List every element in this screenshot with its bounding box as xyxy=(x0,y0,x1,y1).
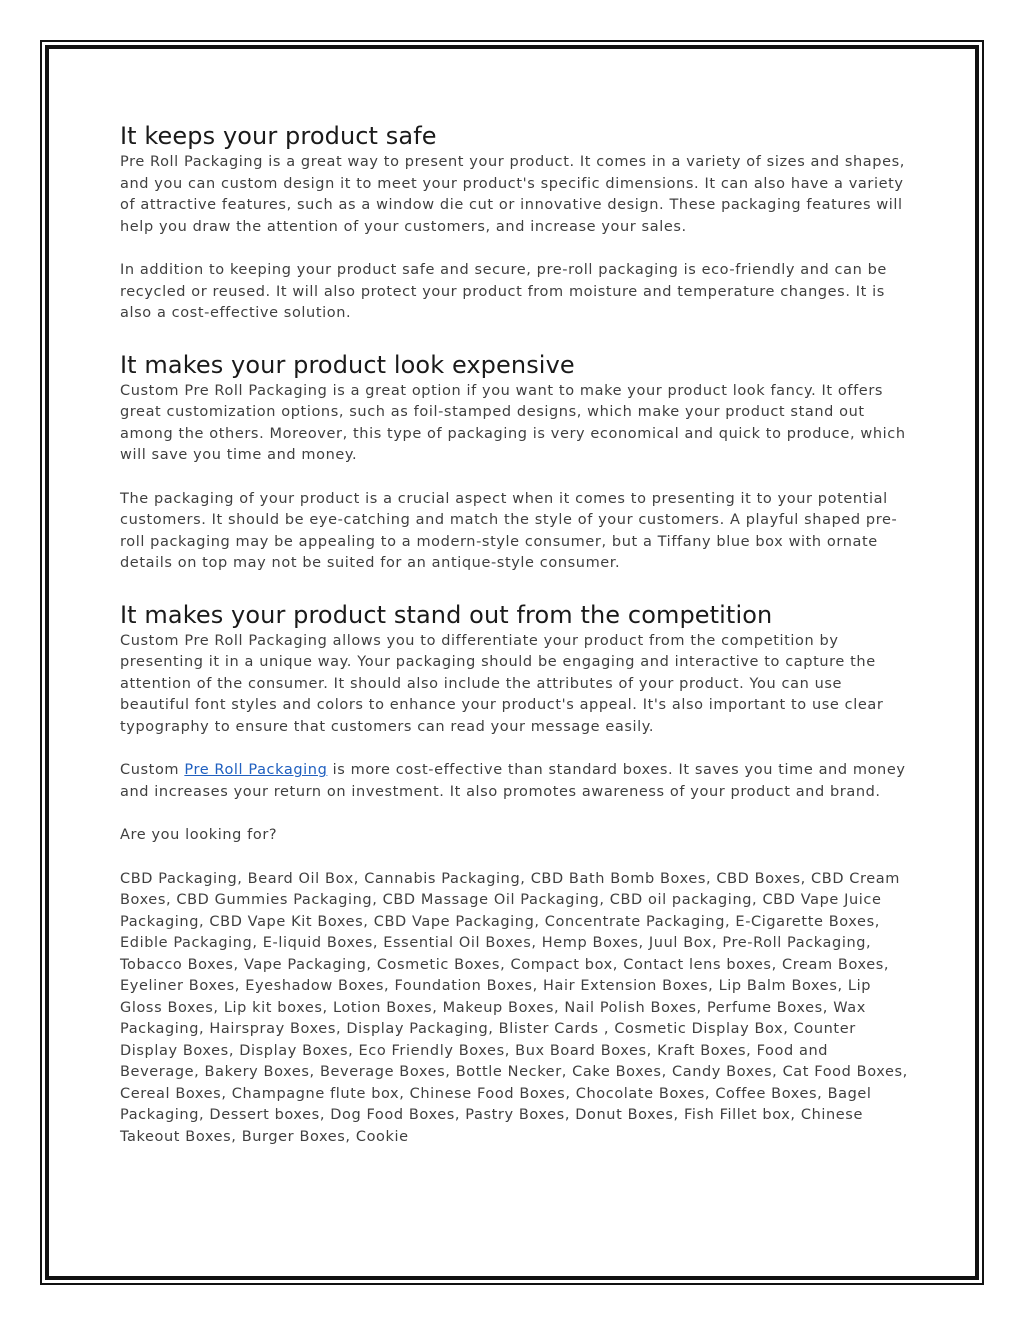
paragraph: Pre Roll Packaging is a great way to present your product. It comes in a variety of sizes and shapes, and you can custom design it to meet your product's specific dimensions. It can also have a variety of attractive features, such as a window die cut or innovative design. These packaging features will help you draw the attention of your customers, and increase your sales. xyxy=(120,154,905,235)
link-paragraph-suffix: is more cost-effective than standard boxes. It saves you time and money and increases your return on investment. It also promotes awareness of your product and brand. xyxy=(120,762,906,800)
paragraph: The packaging of your product is a crucial aspect when it comes to presenting it to your potential customers. It should be eye-catching and match the style of your customers. A playful shaped pre-roll packaging may be appealing to a modern-style consumer, but a Tiffany blue box with ornate details on top may not be suited for an antique-style consumer. xyxy=(120,490,898,571)
section-heading-competition: It makes your product stand out from the competition xyxy=(120,600,773,629)
paragraph: Custom Pre Roll Packaging allows you to differentiate your product from the competition by presenting it in a unique way. Your packaging should be engaging and interactive to capture the attention of the consumer. It should also include the attributes of your product. You can use beautiful font styles and colors to enhance your product's appeal. It's also important to use clear typography to ensure that customers can read your message easily. xyxy=(120,632,884,735)
question-text: Are you looking for? xyxy=(120,827,278,843)
section-heading-expensive: It makes your product look expensive xyxy=(120,350,575,379)
link-paragraph-prefix: Custom xyxy=(120,762,185,778)
paragraph-with-link xyxy=(120,760,910,803)
keyword-list: CBD Packaging, Beard Oil Box, Cannabis Packaging, CBD Bath Bomb Boxes, CBD Boxes, CBD Cream Boxes, CBD Gummies Packaging, CBD Massage Oil Packaging, CBD oil packaging, CBD Vape Juice Packaging, CBD Vape Kit Boxes, CBD Vape Packaging, Concentrate Packaging, E-Cigarette Boxes, Edible Packaging, E-liquid Boxes, Essential Oil Boxes, Hemp Boxes, Juul Box, Pre-Roll Packaging, Tobacco Boxes, Vape Packaging, Cosmetic Boxes, Compact box, Contact lens boxes, Cream Boxes, Eyeliner Boxes, Eyeshadow Boxes, Foundation Boxes, Hair Extension Boxes, Lip Balm Boxes, Lip Gloss Boxes, Lip kit boxes, Lotion Boxes, Makeup Boxes, Nail Polish Boxes, Perfume Boxes, Wax Packaging, Hairspray Boxes, Display Packaging, Blister Cards , Cosmetic Display Box, Counter Display Boxes, Display Boxes, Eco Friendly Boxes, Bux Board Boxes, Kraft Boxes, Food and Beverage, Bakery Boxes, Beverage Boxes, Bottle Necker, Cake Boxes, Candy Boxes, Cat Food Boxes, Cereal Boxes, Champagne flute box, Chinese Food Boxes, Chocolate Boxes, Coffee Boxes, Bagel Packaging, Dessert boxes, Dog Food Boxes, Pastry Boxes, Donut Boxes, Fish Fillet box, Chinese Takeout Boxes, Burger Boxes, Cookie xyxy=(120,870,908,1145)
document-body xyxy=(120,120,910,1170)
section-heading-safe: It keeps your product safe xyxy=(120,122,437,150)
paragraph: In addition to keeping your product safe and secure, pre-roll packaging is eco-friendly and can be recycled or reused. It will also protect your product from moisture and temperature changes. It is also a cost-effective solution. xyxy=(120,262,887,321)
pre-roll-packaging-link[interactable]: Pre Roll Packaging xyxy=(184,762,328,778)
paragraph: Custom Pre Roll Packaging is a great option if you want to make your product look fancy. It offers great customization options, such as foil-stamped designs, which make your product stand out among the others. Moreover, this type of packaging is very economical and quick to produce, which will save you time and money. xyxy=(120,382,906,463)
